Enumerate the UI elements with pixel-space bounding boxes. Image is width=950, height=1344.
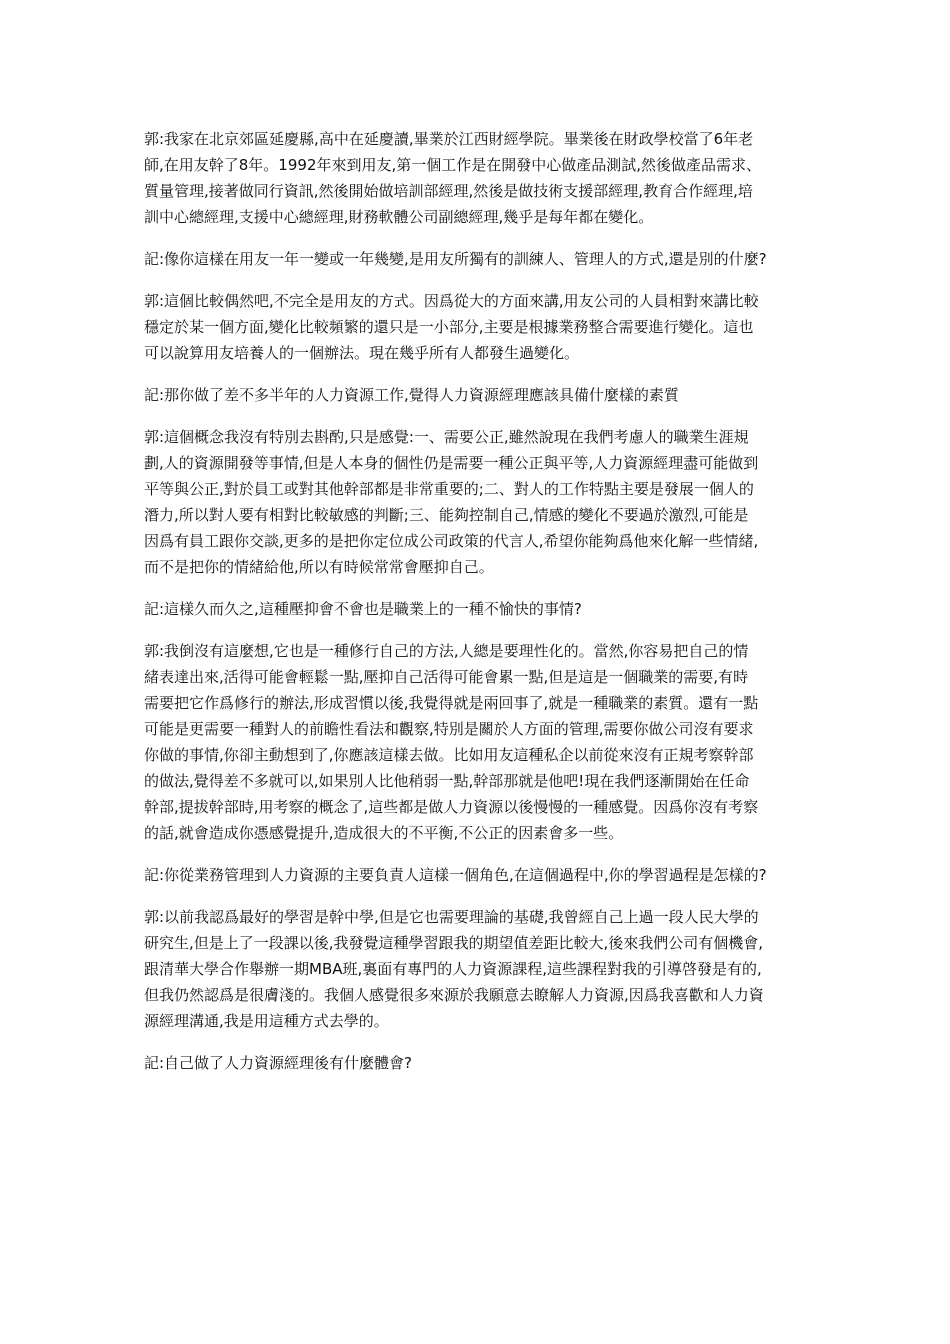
text-line: 訓中心總經理,支援中心總經理,財務軟體公司副總經理,幾乎是每年都在變化。: [144, 208, 654, 226]
text-line: 的話,就會造成你憑感覺提升,造成很大的不平衡,不公正的因素會多一些。: [144, 824, 624, 842]
text-line: 因爲有員工跟你交談,更多的是把你定位成公司政策的代言人,希望你能夠爲他來化解一些情緒,: [144, 532, 759, 550]
text-line: 郭:這個概念我沒有特別去斟酌,只是感覺:一、需要公正,雖然說現在我們考慮人的職業生涯規: [144, 428, 749, 446]
text-line: 可以說算用友培養人的一個辦法。現在幾乎所有人都發生過變化。: [144, 344, 580, 362]
reporter-question: [144, 596, 818, 622]
text-line: 可能是更需要一種對人的前瞻性看法和觀察,特別是關於人方面的管理,需要你做公司沒有要求: [144, 720, 754, 738]
text-line: 劃,人的資源開發等事情,但是人本身的個性仍是需要一種公正與平等,人力資源經理盡可能做到: [144, 454, 759, 472]
text-line: 記:這樣久而久之,這種壓抑會不會也是職業上的一種不愉快的事情?: [144, 600, 582, 618]
text-line: 的做法,覺得差不多就可以,如果別人比他稍弱一點,幹部那就是他吧!現在我們逐漸開始在任命: [144, 772, 750, 790]
text-line: 記:你從業務管理到人力資源的主要負責人這樣一個角色,在這個過程中,你的學習過程是怎樣的?: [144, 866, 767, 884]
text-line: 平等與公正,對於員工或對其他幹部都是非常重要的;二、對人的工作特點主要是發展一個人的: [144, 480, 754, 498]
text-line: 師,在用友幹了8年。1992年來到用友,第一個工作是在開發中心做產品測試,然後做產品需求、: [144, 156, 762, 174]
text-line: 記:像你這樣在用友一年一變或一年幾變,是用友所獨有的訓練人、管理人的方式,還是別的什麼?: [144, 250, 767, 268]
text-line: 研究生,但是上了一段課以後,我發覺這種學習跟我的期望值差距比較大,後來我們公司有個機會,: [144, 934, 764, 952]
text-line: 而不是把你的情緒給他,所以有時候常常會壓抑自己。: [144, 558, 494, 576]
reporter-question: [144, 1050, 818, 1076]
interviewee-answer: [144, 638, 818, 846]
text-line: 質量管理,接著做同行資訊,然後開始做培訓部經理,然後是做技術支援部經理,教育合作經理,培: [144, 182, 753, 200]
text-line: 潛力,所以對人要有相對比較敏感的判斷;三、能夠控制自己,情感的變化不要過於激烈,可能是: [144, 506, 749, 524]
reporter-question: [144, 246, 818, 272]
text-line: 緒表達出來,活得可能會輕鬆一點,壓抑自己活得可能會累一點,但是這是一個職業的需要,有時: [144, 668, 749, 686]
reporter-question: [144, 382, 818, 408]
text-line: 源經理溝通,我是用這種方式去學的。: [144, 1012, 389, 1030]
text-line: 記:那你做了差不多半年的人力資源工作,覺得人力資源經理應該具備什麼樣的素質: [144, 386, 679, 404]
interview-body: [144, 126, 818, 1092]
text-line: 跟清華大學合作舉辦一期MBA班,裏面有專門的人力資源課程,這些課程對我的引導啓發是有的,: [144, 960, 762, 978]
reporter-question: [144, 862, 818, 888]
text-line: 但我仍然認爲是很膚淺的。我個人感覺很多來源於我願意去瞭解人力資源,因爲我喜歡和人力資: [144, 986, 764, 1004]
interviewee-answer: [144, 126, 818, 230]
text-line: 需要把它作爲修行的辦法,形成習慣以後,我覺得就是兩回事了,就是一種職業的素質。還有一點: [144, 694, 759, 712]
text-line: 記:自己做了人力資源經理後有什麼體會?: [144, 1054, 413, 1072]
text-line: 郭:我倒沒有這麼想,它也是一種修行自己的方法,人總是要理性化的。當然,你容易把自己的情: [144, 642, 749, 660]
interviewee-answer: [144, 424, 818, 580]
text-line: 穩定於某一個方面,變化比較頻繁的還只是一小部分,主要是根據業務整合需要進行變化。這也: [144, 318, 754, 336]
text-line: 郭:我家在北京郊區延慶縣,高中在延慶讀,畢業於江西財經學院。畢業後在財政學校當了6年老: [144, 130, 754, 148]
interviewee-answer: [144, 288, 818, 366]
text-line: 郭:這個比較偶然吧,不完全是用友的方式。因爲從大的方面來講,用友公司的人員相對來講比較: [144, 292, 759, 310]
text-line: 幹部,提拔幹部時,用考察的概念了,這些都是做人力資源以後慢慢的一種感覺。因爲你沒有考察: [144, 798, 759, 816]
interviewee-answer: [144, 904, 818, 1034]
text-line: 郭:以前我認爲最好的學習是幹中學,但是它也需要理論的基礎,我曾經自己上過一段人民大學的: [144, 908, 759, 926]
text-line: 你做的事情,你卻主動想到了,你應該這樣去做。比如用友這種私企以前從來沒有正規考察幹部: [144, 746, 754, 764]
